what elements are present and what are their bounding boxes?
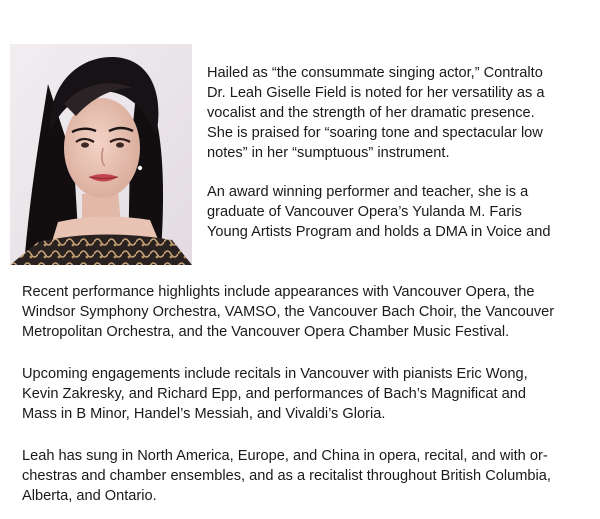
- text-line: graduate of Vancouver Opera’s Yulanda M. Faris: [207, 204, 522, 220]
- text-line: Metropolitan Orchestra, and the Vancouver Opera Chamber Music Festival.: [22, 324, 510, 340]
- text-line: Mass in B Minor, Handel’s Messiah, and Vivaldi’s Gloria.: [22, 406, 386, 422]
- intro-paragraph: [207, 63, 544, 163]
- highlights-paragraph: [22, 282, 554, 342]
- text-line: notes” in her “sumptuous” instrument.: [207, 145, 450, 161]
- text-line: Hailed as “the consummate singing actor,” Contralto: [207, 65, 543, 81]
- text-line: vocalist and the strength of her dramatic presence.: [207, 105, 535, 121]
- text-line: Leah has sung in North America, Europe, and China in opera, recital, and with or-: [22, 448, 548, 464]
- text-line: An award winning performer and teacher, she is a: [207, 184, 529, 200]
- text-line: Alberta, and Ontario.: [22, 488, 157, 504]
- upcoming-paragraph: [22, 364, 528, 424]
- award-paragraph: [207, 182, 550, 242]
- text-line: She is praised for “soaring tone and spectacular low: [207, 125, 543, 141]
- text-line: chestras and chamber ensembles, and as a recitalist throughout British Columbia,: [22, 468, 551, 484]
- text-line: Windsor Symphony Orchestra, VAMSO, the Vancouver Bach Choir, the Vancouver: [22, 304, 555, 320]
- text-line: Dr. Leah Giselle Field is noted for her versatility as a: [207, 85, 545, 101]
- career-paragraph: [22, 446, 551, 506]
- text-line: Recent performance highlights include appearances with Vancouver Opera, the: [22, 284, 535, 300]
- portrait-photo: [10, 44, 192, 265]
- text-line: Kevin Zakresky, and Richard Epp, and performances of Bach’s Magnificat and: [22, 386, 527, 402]
- text-line: Upcoming engagements include recitals in Vancouver with pianists Eric Wong,: [22, 366, 528, 382]
- text-line: Young Artists Program and holds a DMA in Voice and: [207, 224, 551, 240]
